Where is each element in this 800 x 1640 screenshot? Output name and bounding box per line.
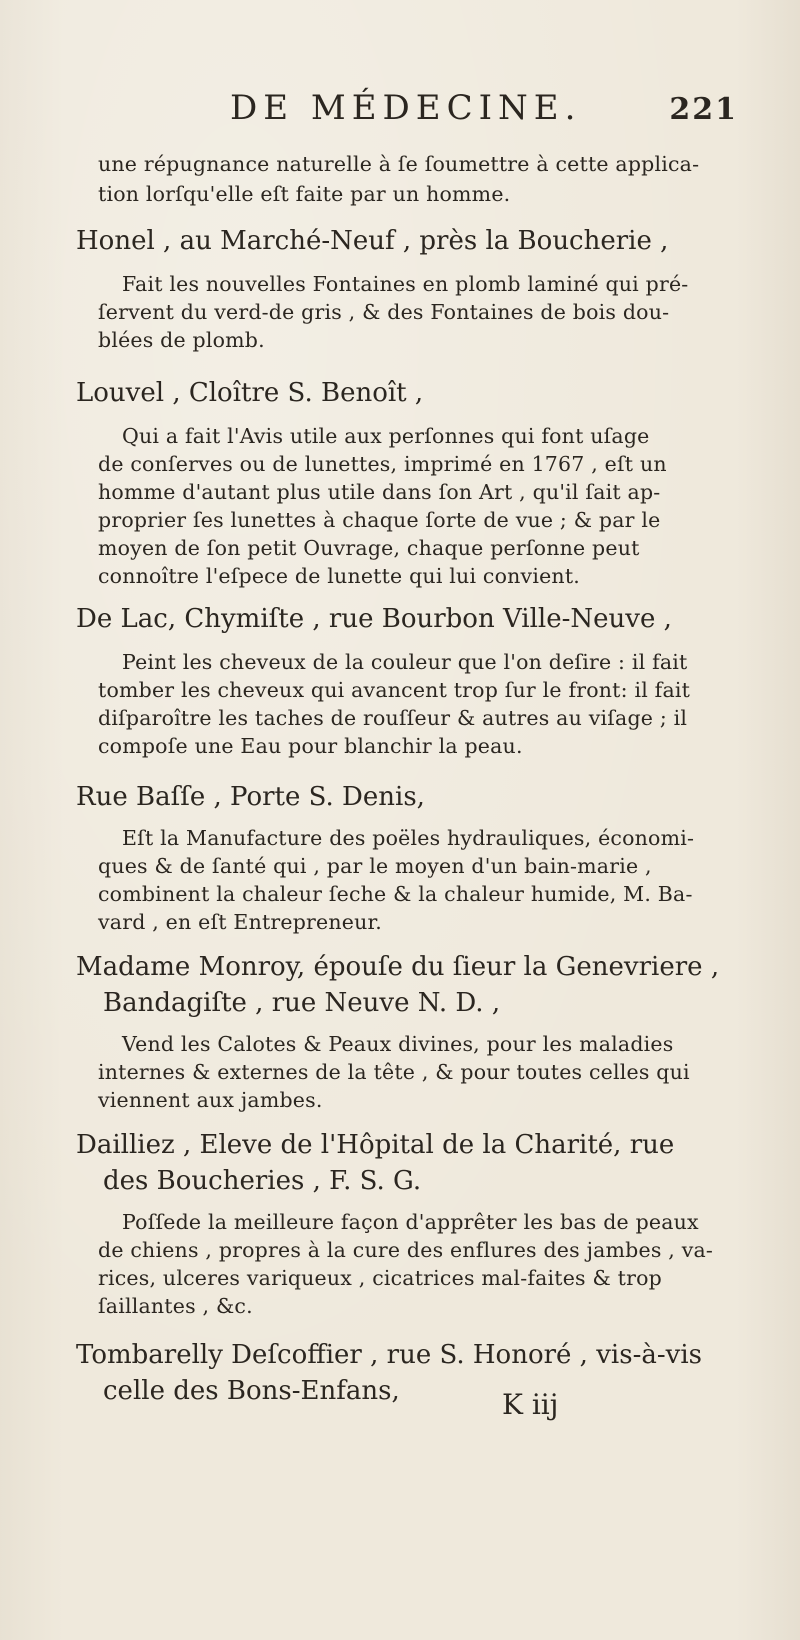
entry-heading: Louvel , Cloître S. Benoît , [76, 378, 424, 408]
text-line: Fait les nouvelles Fontaines en plomb laminé qui pré- [122, 272, 689, 296]
text-line: Peint les cheveux de la couleur que l'on deſire : il fait [122, 650, 688, 674]
text-line: proprier ſes lunettes à chaque ſorte de vue ; & par le [98, 508, 661, 532]
text-line: Poſſede la meilleure façon d'apprêter les bas de peaux [122, 1210, 699, 1234]
entry-heading-continued: des Boucheries , F. S. G. [103, 1166, 422, 1196]
text-line: ſaillantes , &c. [98, 1294, 253, 1318]
entry-heading: Tombarelly Deſcoffier , rue S. Honoré , vis-à-vis [76, 1340, 702, 1370]
text-line: rices, ulceres variqueux , cicatrices mal-faites & trop [98, 1266, 662, 1290]
text-line: de chiens , propres à la cure des enflures des jambes , va- [98, 1238, 714, 1262]
entry-heading: Madame Monroy, épouſe du ſieur la Genevriere , [76, 952, 720, 982]
entry-heading-continued: celle des Bons-Enfans, [103, 1376, 400, 1406]
entry-heading: Honel , au Marché-Neuf , près la Boucherie , [76, 226, 669, 256]
text-line: tion lorſqu'elle eſt faite par un homme. [98, 182, 511, 206]
text-line: viennent aux jambes. [98, 1088, 323, 1112]
text-line: blées de plomb. [98, 328, 265, 352]
text-line: ſervent du verd-de gris , & des Fontaines de bois dou- [98, 300, 670, 324]
text-line: ques & de ſanté qui , par le moyen d'un bain-marie , [98, 854, 652, 878]
running-title: DE MÉDECINE. [230, 88, 582, 128]
entry-heading-continued: Bandagiſte , rue Neuve N. D. , [103, 988, 501, 1018]
entry-heading: De Lac, Chymiſte , rue Bourbon Ville-Neuve , [76, 604, 672, 634]
page-number: 221 [669, 92, 738, 127]
text-line: diſparoître les taches de rouſſeur & autres au viſage ; il [98, 706, 688, 730]
text-line: connoître l'eſpece de lunette qui lui convient. [98, 564, 580, 588]
text-line: Vend les Calotes & Peaux divines, pour les maladies [122, 1032, 674, 1056]
text-line: moyen de ſon petit Ouvrage, chaque perſonne peut [98, 536, 640, 560]
text-line: Qui a fait l'Avis utile aux perſonnes qui font uſage [122, 424, 650, 448]
text-line: compoſe une Eau pour blanchir la peau. [98, 734, 523, 758]
text-line: internes & externes de la tête , & pour toutes celles qui [98, 1060, 690, 1084]
text-line: une répugnance naturelle à ſe ſoumettre à cette applica- [98, 152, 700, 176]
text-line: Eſt la Manufacture des poëles hydrauliques, économi- [122, 826, 695, 850]
text-line: tomber les cheveux qui avancent trop ſur le front: il fait [98, 678, 691, 702]
text-line: de conſerves ou de lunettes, imprimé en 1767 , eſt un [98, 452, 667, 476]
running-head [230, 88, 750, 138]
text-line: vard , en eſt Entrepreneur. [98, 910, 382, 934]
entry-heading: Dailliez , Eleve de l'Hôpital de la Charité, rue [76, 1130, 675, 1160]
text-line: homme d'autant plus utile dans ſon Art , qu'il ſait ap- [98, 480, 661, 504]
entry-heading: Rue Baſſe , Porte S. Denis, [76, 782, 425, 812]
signature-mark: K iij [502, 1388, 559, 1421]
text-line: combinent la chaleur ſeche & la chaleur humide, M. Ba- [98, 882, 693, 906]
